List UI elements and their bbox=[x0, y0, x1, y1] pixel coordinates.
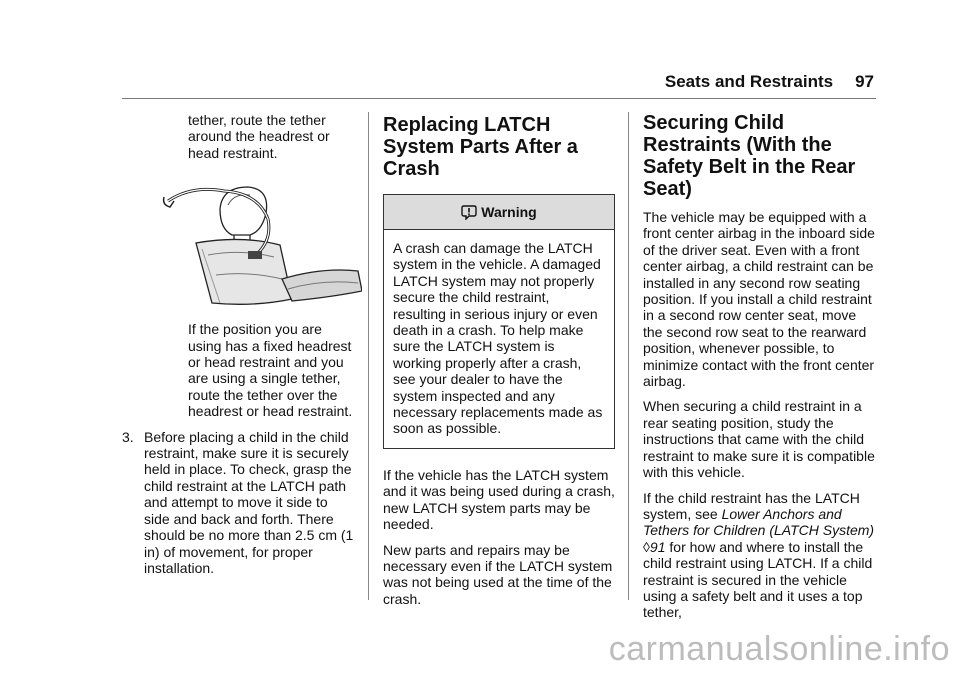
page-reference-icon: ◊ bbox=[643, 538, 650, 555]
left-paragraph-1: tether, route the tether around the headrest or head restraint. bbox=[188, 112, 330, 161]
right-paragraph-1: The vehicle may be equipped with a front center airbag in the inboard side of the driver seat. Even with a front center airbag, a child restraint can be installed in any second row seating position. If you install a child restraint in a second row center seat, move the second row seat to the rearward position, whenever possible, to minimize contact with the front center airbag. bbox=[643, 209, 875, 390]
middle-paragraph-2: New parts and repairs may be necessary even if the LATCH system was not being used at the time of the crash. bbox=[383, 541, 613, 607]
warning-box bbox=[383, 194, 615, 449]
list-item-3 bbox=[122, 429, 356, 577]
warning-text: A crash can damage the LATCH system in the vehicle. A damaged LATCH system may not properly secure the child restraint, resulting in serious injury or even death in a crash. To help make sure the LATCH system is working properly after a crash, see your dealer to have the system inspected and any necessary replacements made as soon as possible. bbox=[393, 240, 603, 437]
column-divider-2 bbox=[628, 112, 629, 600]
header-rule bbox=[122, 98, 876, 99]
list-item-number: 3. bbox=[122, 428, 134, 445]
list-item-text: Before placing a child in the child restraint, make sure it is securely held in place. To check, grasp the child restraint at the LATCH path and attempt to move it side to side and back and forth. There should be no more than 2.5 cm (1 in) of movement, for proper installation. bbox=[144, 428, 354, 576]
warning-icon bbox=[461, 204, 477, 220]
warning-header bbox=[384, 195, 614, 230]
watermark: carmanualsonline.info bbox=[608, 630, 950, 668]
seat-tether-illustration bbox=[162, 179, 362, 311]
left-paragraph-2: If the position you are using has a fixed headrest or head restraint and you are using a single tether, route the tether over the headrest or head restraint. bbox=[188, 321, 353, 420]
warning-title: Warning bbox=[481, 203, 537, 220]
section-heading-replacing-latch: Replacing LATCH System Parts After a Crash bbox=[383, 114, 578, 180]
paragraph-text: for how and where to install the child restraint using LATCH. If a child restraint is secured in the vehicle using a safety belt and it uses a top tether, bbox=[643, 538, 873, 621]
section-heading-securing-child-restraints: Securing Child Restraints (With the Safety Belt in the Rear Seat) bbox=[643, 112, 856, 200]
middle-column bbox=[383, 114, 615, 616]
page-number: 97 bbox=[855, 72, 874, 91]
right-paragraph-2: When securing a child restraint in a rear seating position, study the instructions that came with the child restraint to make sure it is compatible with this vehicle. bbox=[643, 398, 875, 481]
page-header bbox=[665, 72, 874, 92]
right-paragraph-3 bbox=[643, 490, 877, 621]
right-column bbox=[643, 112, 877, 630]
middle-paragraph-1: If the vehicle has the LATCH system and it was being used during a crash, new LATCH system parts may be needed. bbox=[383, 466, 615, 533]
column-divider-1 bbox=[368, 112, 369, 600]
section-title: Seats and Restraints bbox=[664, 72, 834, 91]
cross-reference-link[interactable]: Lower Anchors and Tethers for Children (LATCH System) bbox=[643, 505, 875, 539]
page-reference-number[interactable]: 91 bbox=[649, 538, 666, 555]
paragraph-text: If the child restraint has the LATCH system, see bbox=[643, 489, 860, 522]
left-column bbox=[122, 112, 356, 576]
